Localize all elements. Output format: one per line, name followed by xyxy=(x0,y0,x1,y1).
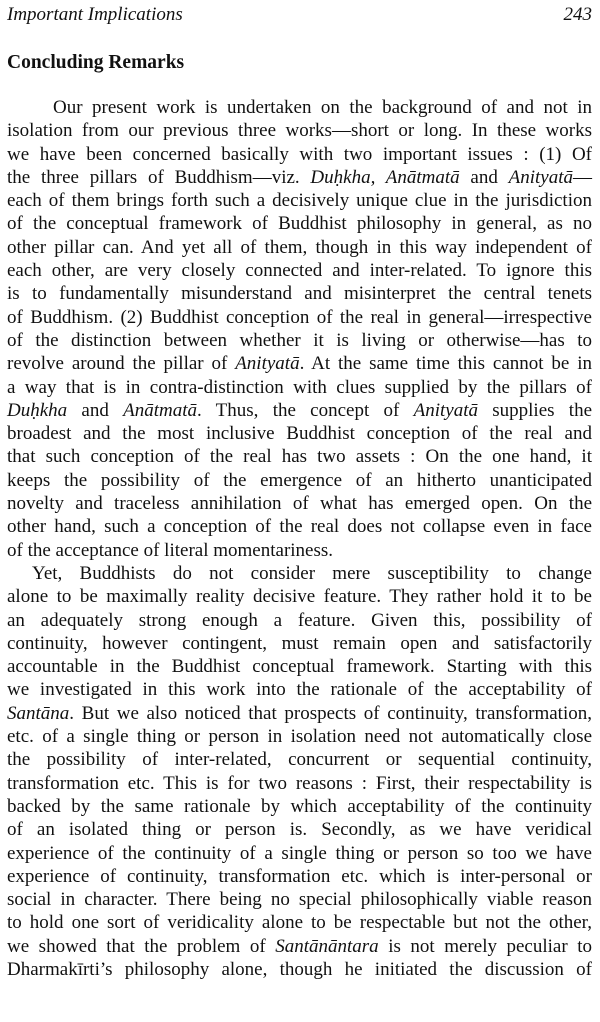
text-segment: social in character. There being no special philosophically viable reason xyxy=(7,889,592,911)
body-text xyxy=(7,96,592,981)
text-segment: backed by the same rationale by which acceptability of the continuity xyxy=(7,795,592,817)
text-segment: Dharmakīrti’s philosophy alone, though he initiated the discussion of xyxy=(7,958,592,980)
text-line xyxy=(7,539,592,562)
text-segment: is to fundamentally misunderstand and misinterpret the central tenets xyxy=(7,283,592,305)
text-line xyxy=(7,702,592,725)
text-line xyxy=(7,865,592,888)
text-segment: and xyxy=(459,166,509,188)
text-segment: to hold one sort of veridicality alone to be respectable but not the other, xyxy=(7,912,592,934)
text-line xyxy=(7,632,592,655)
text-line xyxy=(7,212,592,235)
text-segment: other hand, such a conception of the real does not collapse even in face xyxy=(7,516,592,538)
text-line xyxy=(7,911,592,934)
text-line xyxy=(7,352,592,375)
text-line xyxy=(7,96,592,119)
text-segment: and xyxy=(67,399,124,421)
text-segment: of the distinction between whether it is living or otherwise—has to xyxy=(7,329,592,351)
text-line xyxy=(7,492,592,515)
text-segment: . At the same time this cannot be in xyxy=(299,353,593,375)
italic-term: Anityatā xyxy=(413,399,478,421)
text-line xyxy=(7,725,592,748)
text-segment: of an isolated thing or person is. Secondly, as we have veridical xyxy=(7,819,592,841)
text-segment: of Buddhism. (2) Buddhist conception of the real in general—irrespective xyxy=(7,306,592,328)
paragraph xyxy=(7,96,592,562)
text-segment: Yet, Buddhists do not consider mere susceptibility to change xyxy=(32,562,592,584)
text-segment: the three pillars of Buddhism—viz. xyxy=(7,166,311,188)
text-line xyxy=(7,236,592,259)
text-line xyxy=(7,189,592,212)
italic-term: Anityatā xyxy=(508,166,573,188)
text-line xyxy=(7,795,592,818)
text-line xyxy=(7,958,592,981)
text-segment: an adequately strong enough a feature. Given this, possibility of xyxy=(7,609,592,631)
text-segment: supplies the xyxy=(477,399,592,421)
italic-term: Santānāntara xyxy=(275,935,379,957)
text-line xyxy=(7,609,592,632)
text-line xyxy=(7,166,592,189)
italic-term: Anātmatā xyxy=(123,399,198,421)
text-line xyxy=(7,422,592,445)
italic-term: Anityatā xyxy=(235,353,300,375)
text-segment: a way that is in contra-distinction with clues supplied by the pillars of xyxy=(7,376,592,398)
page-number: 243 xyxy=(563,4,592,25)
running-title: Important Implications xyxy=(7,4,183,25)
section-heading: Concluding Remarks xyxy=(7,52,185,73)
text-segment: we showed that the problem of xyxy=(7,935,276,957)
text-line xyxy=(7,842,592,865)
italic-term: Duḥkha xyxy=(7,399,68,421)
text-segment: — xyxy=(573,166,592,188)
text-segment: the possibility of inter-related, concurrent or sequential continuity, xyxy=(7,749,592,771)
text-line xyxy=(7,585,592,608)
text-segment: that such conception of the real has two assets : On the one hand, it xyxy=(7,446,592,468)
text-segment: revolve around the pillar of xyxy=(7,353,236,375)
text-line xyxy=(7,515,592,538)
text-segment: accountable in the Buddhist conceptual framework. Starting with this xyxy=(7,656,592,678)
text-segment: each other, are very closely connected and inter-related. To ignore this xyxy=(7,260,592,282)
text-line xyxy=(7,143,592,166)
text-segment: continuity, however contingent, must remain open and satisfactorily xyxy=(7,632,592,654)
text-segment: transformation etc. This is for two reasons : First, their respectability is xyxy=(7,772,592,794)
text-segment: broadest and the most inclusive Buddhist conception of the real and xyxy=(7,423,592,445)
text-segment: novelty and traceless annihilation of what has emerged open. On the xyxy=(7,493,592,515)
text-line xyxy=(7,818,592,841)
text-segment: of the acceptance of literal momentariness. xyxy=(7,539,334,561)
text-line xyxy=(7,329,592,352)
text-segment: etc. of a single thing or person in isolation need not automatically close xyxy=(7,726,592,748)
text-segment: keeps the possibility of the emergence of an hitherto unanticipated xyxy=(7,469,592,491)
italic-term: Santāna xyxy=(7,702,70,724)
text-segment: . Thus, the concept of xyxy=(197,399,414,421)
text-segment: we investigated in this work into the rationale of the acceptability of xyxy=(7,679,592,701)
text-segment: we have been concerned basically with two important issues : (1) Of xyxy=(7,143,592,165)
italic-term: Duḥkha, Anātmatā xyxy=(310,166,460,188)
text-line xyxy=(7,469,592,492)
text-line xyxy=(7,399,592,422)
text-segment: experience of the continuity of a single thing or person so too we have xyxy=(7,842,592,864)
text-segment: is not merely peculiar to xyxy=(378,935,592,957)
text-line xyxy=(7,772,592,795)
text-line xyxy=(7,888,592,911)
text-segment: experience of continuity, transformation etc. which is inter-personal or xyxy=(7,865,592,887)
text-line xyxy=(7,935,592,958)
text-segment: of the conceptual framework of Buddhist philosophy in general, as no xyxy=(7,213,592,235)
paragraph xyxy=(7,562,592,981)
text-line xyxy=(7,376,592,399)
text-segment: Our present work is undertaken on the background of and not in xyxy=(53,97,592,118)
running-head xyxy=(7,4,592,30)
text-line xyxy=(7,282,592,305)
text-segment: other pillar can. And yet all of them, though in this way independent of xyxy=(7,236,592,258)
text-line xyxy=(7,445,592,468)
text-segment: . But we also noticed that prospects of continuity, transformation, xyxy=(69,702,592,724)
text-line xyxy=(7,655,592,678)
text-segment: alone to be maximally reality decisive feature. They rather hold it to be xyxy=(7,586,592,608)
text-line xyxy=(7,306,592,329)
text-segment: each of them brings forth such a decisively unique clue in the jurisdiction xyxy=(7,190,592,212)
text-line xyxy=(7,748,592,771)
text-line xyxy=(7,259,592,282)
text-line xyxy=(7,678,592,701)
text-line xyxy=(7,119,592,142)
text-line xyxy=(7,562,592,585)
text-segment: isolation from our previous three works—short or long. In these works xyxy=(7,120,592,142)
